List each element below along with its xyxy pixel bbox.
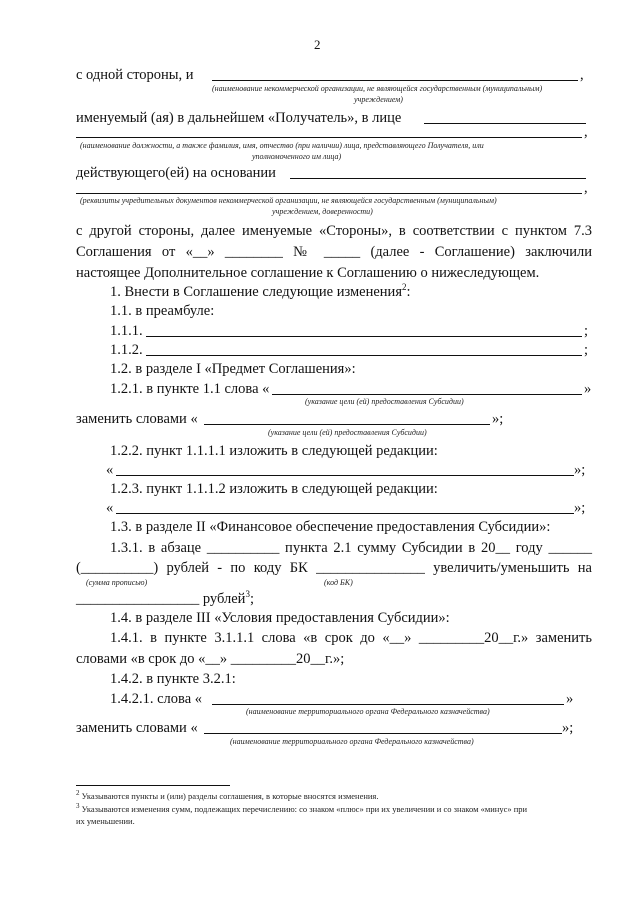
replace-field-2[interactable] — [204, 733, 562, 734]
item-1-4-2: 1.4.2. в пункте 3.2.1: — [110, 671, 236, 687]
item-1-2-3: 1.2.3. пункт 1.1.1.2 изложить в следующей редакции: — [110, 481, 438, 497]
item-1-4-2-1-field[interactable] — [212, 704, 564, 705]
replace-text-2: заменить словами « — [76, 720, 198, 736]
item-1-3-1-line-2: (__________) рублей - по коду БК _______________ увеличить/уменьшить на — [76, 560, 592, 576]
representative-field[interactable] — [424, 123, 586, 124]
item-1-1-1: 1.1.1. — [110, 323, 143, 339]
footnote-2: $^2$ Указываются пункты и (или) разделы соглашения, в которые вносятся изменения. — [76, 789, 379, 801]
footnote-ref-2: 2 — [401, 282, 407, 293]
item-1-2-2: 1.2.2. пункт 1.1.1.1 изложить в следующей редакции: — [110, 443, 438, 459]
item-1-2-1-field[interactable] — [272, 394, 582, 395]
caption-purpose: (указание цели (ей) предоставления Субсидии) — [305, 397, 464, 406]
item-1-1-2-field[interactable] — [146, 355, 582, 356]
quote-open: « — [106, 462, 114, 478]
item-1-1-1-field[interactable] — [146, 336, 582, 337]
caption-basis-2: учреждением, доверенности) — [272, 207, 373, 216]
party-intro-text: с одной стороны, и — [76, 67, 194, 83]
section-1-heading: 1. Внести в Соглашение следующие изменения$^2$: — [110, 282, 411, 300]
item-1-3-1-line-3: _________________ рублей$^3$; — [76, 589, 254, 607]
caption-representative: (наименование должности, а также фамилия, имя, отчество (при наличии) лица, представляющего Получателя, или — [80, 141, 484, 150]
caption-sum-words: (сумма прописью) — [86, 578, 148, 587]
caption-treasury: (наименование территориального органа Федерального казначейства) — [246, 707, 490, 716]
basis-text: действующего(ей) на основании — [76, 165, 276, 181]
item-1-2-1: 1.2.1. в пункте 1.1 слова « — [110, 381, 270, 397]
item-1-4-1: 1.4.1. в пункте 3.1.1.1 слова «в срок до «__» _________20__г.» заменить — [110, 630, 592, 646]
punct: ; — [584, 323, 589, 339]
caption-treasury-2: (наименование территориального органа Федерального казначейства) — [230, 737, 474, 746]
item-1-2-2-field[interactable] — [116, 475, 574, 476]
item-1-1-2: 1.1.2. — [110, 342, 143, 358]
item-1-4-2-1: 1.4.2.1. слова « — [110, 691, 203, 707]
section-1-2: 1.2. в разделе I «Предмет Соглашения»: — [110, 361, 356, 377]
punct: , — [584, 124, 588, 140]
caption-purpose-2: (указание цели (ей) предоставления Субсидии) — [268, 428, 427, 437]
paragraph-line-1: с другой стороны, далее именуемые «Стороны», в соответствии с пунктом 7.3 — [76, 223, 592, 239]
footnote-ref-3: 3 — [245, 589, 250, 600]
caption-representative-2: уполномоченного им лица) — [252, 152, 342, 161]
basis-field[interactable] — [290, 178, 586, 179]
basis-field-2[interactable] — [76, 193, 582, 194]
footnote-3: $^3$ Указываются изменения сумм, подлежащих перечислению: со знаком «плюс» при их увеличении и со знаком «минус» при — [76, 802, 528, 814]
quote-close: »; — [574, 500, 586, 516]
punct: » — [566, 691, 574, 707]
replace-text-1: заменить словами « — [76, 411, 198, 427]
punct: » — [584, 381, 592, 397]
replace-field-1[interactable] — [204, 424, 490, 425]
footnote-separator — [76, 785, 230, 786]
punct: , — [580, 67, 584, 83]
org-name-field[interactable] — [212, 80, 578, 81]
punct: ; — [584, 342, 589, 358]
caption-org-name-2: учреждением) — [354, 95, 403, 104]
punct: »; — [562, 720, 574, 736]
punct: »; — [492, 411, 504, 427]
section-1-4: 1.4. в разделе III «Условия предоставления Субсидии»: — [110, 610, 450, 626]
caption-org-name: (наименование некоммерческой организации, не являющейся государственным (муниципальным) — [212, 84, 543, 93]
paragraph-line-2: Соглашения от «__» ________ № _____ (далее - Соглашение) заключили — [76, 244, 592, 260]
quote-open: « — [106, 500, 114, 516]
caption-kbk: (код БК) — [324, 578, 353, 587]
caption-basis: (реквизиты учредительных документов некоммерческой организации, не являющейся государственным (муниципальным) — [80, 196, 497, 205]
quote-close: »; — [574, 462, 586, 478]
recipient-text: именуемый (ая) в дальнейшем «Получатель», в лице — [76, 110, 402, 126]
item-1-2-3-field[interactable] — [116, 513, 574, 514]
section-1-3: 1.3. в разделе II «Финансовое обеспечение предоставления Субсидии»: — [110, 519, 551, 535]
representative-field-2[interactable] — [76, 137, 582, 138]
section-1-1: 1.1. в преамбуле: — [110, 303, 215, 319]
footnote-3-line-2: их уменьшении. — [76, 816, 135, 826]
item-1-3-1: 1.3.1. в абзаце __________ пункта 2.1 сумму Субсидии в 20__ году ______ — [110, 540, 592, 556]
punct: , — [584, 180, 588, 196]
page-number: 2 — [314, 37, 321, 52]
item-1-4-1-line-2: словами «в срок до «__» _________20__г.»; — [76, 651, 345, 667]
paragraph-line-3: настоящее Дополнительное соглашение к Соглашению о нижеследующем. — [76, 265, 540, 281]
